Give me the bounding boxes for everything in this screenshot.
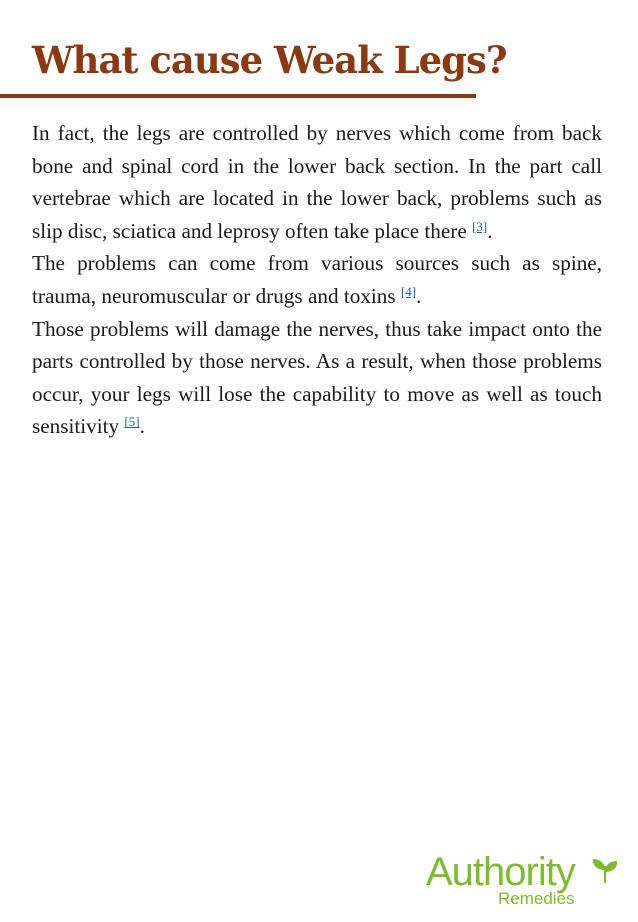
leaf-icon — [590, 856, 620, 886]
paragraph-tail: . — [139, 414, 145, 439]
paragraph-text: In fact, the legs are controlled by nerves which come from back bone and spinal cord in the lower back section. In the part call vertebrae which are located in the lower back, problems such as slip disc, sciatica and leprosy often take place there — [32, 121, 602, 243]
paragraph-text: Those problems will damage the nerves, thus take impact onto the parts controlled by those nerves. As a result, when those problems occur, your legs will lose the capability to move as well as touch sensitivity — [32, 316, 602, 439]
paragraph-text: The problems can come from various sources such as spine, trauma, neuromuscular or drugs and toxins — [32, 251, 602, 308]
citation-link-3[interactable]: [3] — [472, 218, 488, 234]
article-body — [32, 117, 602, 443]
paragraph-3 — [32, 313, 602, 443]
title-underline — [0, 94, 476, 98]
page-title: What cause Weak Legs? — [32, 38, 507, 82]
paragraph-tail: . — [487, 218, 493, 243]
paragraph-1 — [32, 117, 602, 247]
paragraph-2 — [32, 247, 602, 312]
citation-link-4[interactable]: [4] — [400, 283, 417, 299]
logo-subtitle: Remedies — [498, 889, 575, 908]
logo-wordmark: Authority — [426, 850, 575, 894]
authority-remedies-logo — [426, 852, 622, 910]
paragraph-tail: . — [416, 283, 422, 308]
citation-link-5[interactable]: [5] — [124, 414, 140, 430]
